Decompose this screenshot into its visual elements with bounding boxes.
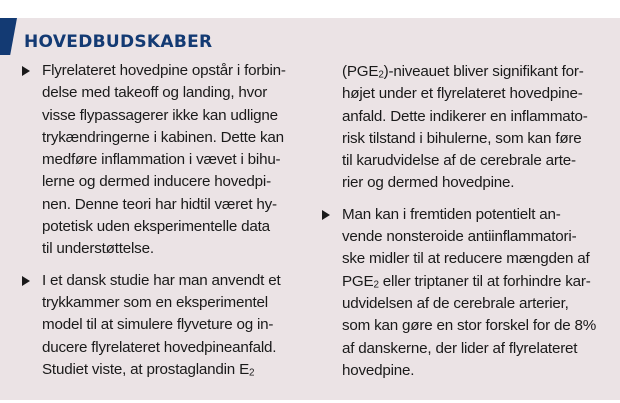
text-line: model til at simulere flyveture og in- — [42, 316, 274, 334]
subscript: 2 — [378, 69, 384, 81]
text-line: delse med takeoff og landing, hvor — [42, 84, 268, 102]
text-fragment: Studiet viste, at prostaglandin E — [42, 360, 249, 378]
text-line: nen. Denne teori har hidtil været hy- — [42, 195, 277, 213]
text-line: udvidelsen af de cerebrale arterier, — [342, 294, 569, 312]
text-line: potetisk uden eksperimentelle data — [42, 218, 270, 236]
box-title: HOVEDBUDSKABER — [24, 32, 213, 52]
text-line: ske midler til at reducere mængden af — [342, 250, 590, 268]
text-line: hovedpine. — [342, 361, 415, 379]
left-column — [22, 60, 292, 390]
text-fragment: (PGE — [342, 63, 379, 80]
text-line — [42, 359, 292, 381]
text-line: rier og dermed hovedpine. — [342, 174, 515, 192]
text-line: ducere flyrelateret hovedpineanfald. — [42, 338, 277, 356]
triangle-right-icon — [322, 210, 330, 220]
text-fragment: PGE — [342, 272, 374, 290]
right-column — [322, 61, 597, 391]
text-line: visse flypassagerer ikke kan udligne — [42, 106, 278, 124]
text-line: I et dansk studie har man anvendt et — [42, 271, 281, 289]
text-line — [342, 271, 592, 293]
text-line: Man kan i fremtiden potentielt an- — [342, 205, 561, 223]
text-line: til understøttelse. — [42, 240, 154, 258]
text-fragment: eller triptaner til at forhindre kar- — [378, 272, 591, 290]
bullet-item-2 — [22, 270, 292, 381]
text-line: trykændringerne i kabinen. Dette kan — [42, 128, 284, 146]
text-line: lerne og dermed inducere hovedpi- — [42, 173, 271, 191]
text-line — [342, 61, 592, 83]
bullet-item-1 — [22, 60, 292, 261]
text-line: som kan gøre en stor forskel for de 8% — [342, 317, 597, 335]
text-line: Flyrelateret hovedpine opstår i forbin- — [42, 62, 286, 79]
text-line: medføre inflammation i vævet i bihu- — [42, 151, 281, 169]
text-line: trykkammer som en eksperimentel — [42, 293, 268, 311]
bullet-item-3 — [322, 204, 597, 382]
text-line: af danskerne, der lider af flyrelateret — [342, 339, 578, 357]
subscript: 2 — [373, 279, 379, 291]
text-line: til karudvidelse af de cerebrale arte- — [342, 152, 576, 170]
text-fragment: )-niveauet bliver signifikant for- — [383, 63, 584, 80]
text-line: højet under et flyrelateret hovedpine- — [342, 85, 583, 103]
text-line: vende nonsteroide antiinflammatori- — [342, 228, 577, 246]
text-line: risk tilstand i bihulerne, som kan føre — [342, 129, 582, 147]
text-line: anfald. Dette indikerer en inflammato- — [342, 107, 588, 125]
bullet-item-2-continuation — [322, 61, 592, 195]
triangle-right-icon — [22, 66, 30, 76]
subscript: 2 — [249, 367, 255, 379]
triangle-right-icon — [22, 276, 30, 286]
